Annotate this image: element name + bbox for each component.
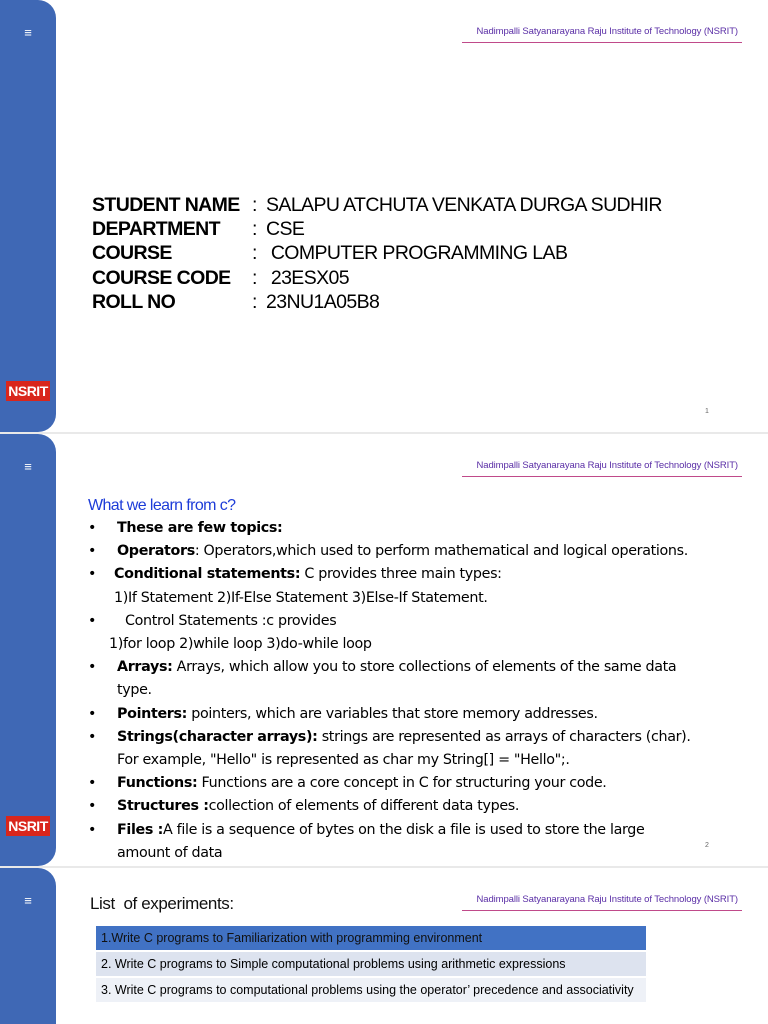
item-text: Control Statements :c provides — [125, 612, 337, 629]
item-term: Strings(character arrays): — [117, 728, 318, 745]
menu-icon[interactable]: ≡ — [24, 893, 32, 908]
info-row-course-code — [92, 266, 662, 290]
list-item — [88, 656, 764, 679]
info-colon: : — [252, 194, 257, 216]
table-row — [96, 977, 646, 1003]
item-text: Functions are a core concept in C for structuring your code. — [197, 775, 607, 792]
sidebar — [0, 0, 56, 432]
list-item — [88, 517, 764, 540]
item-term: Pointers: — [117, 705, 188, 722]
item-text: collection of elements of different data types. — [208, 798, 520, 815]
item-term: Files : — [117, 821, 164, 838]
list-continuation: 1)for loop 2)while loop 3)do-while loop — [109, 636, 372, 653]
item-term: These are few topics: — [117, 520, 283, 536]
item-term: Structures : — [117, 798, 209, 815]
institute-header: Nadimpalli Satyanarayana Raju Institute of Technology (NSRIT) — [476, 460, 738, 471]
info-row-roll-no — [92, 290, 662, 314]
menu-icon[interactable]: ≡ — [24, 25, 32, 40]
item-term: Arrays: — [117, 659, 173, 676]
list-item — [88, 795, 764, 818]
sidebar — [0, 868, 56, 1024]
institute-header: Nadimpalli Satyanarayana Raju Institute of Technology (NSRIT) — [476, 26, 738, 37]
table-cell: 2. Write C programs to Simple computational problems using arithmetic expressions — [96, 951, 646, 977]
bullet: • — [88, 566, 97, 583]
header-divider — [462, 910, 742, 911]
info-value: COMPUTER PROGRAMMING LAB — [266, 242, 568, 265]
menu-icon[interactable]: ≡ — [24, 459, 32, 474]
slide-2 — [0, 434, 768, 866]
item-term: Conditional statements: — [114, 566, 301, 583]
info-value: SALAPU ATCHUTA VENKATA DURGA SUDHIR — [266, 194, 662, 216]
item-text: C provides three main types: — [300, 566, 502, 583]
nsrit-logo: NSRIT — [6, 816, 50, 836]
info-label: COURSE CODE — [92, 266, 231, 289]
list-item — [88, 540, 764, 563]
institute-header: Nadimpalli Satyanarayana Raju Institute of Technology (NSRIT) — [476, 894, 738, 905]
student-info — [92, 193, 662, 314]
sidebar — [0, 434, 56, 866]
info-row-course — [92, 241, 662, 265]
info-label: DEPARTMENT — [92, 218, 220, 241]
info-colon: : — [252, 242, 257, 265]
info-label: COURSE — [92, 242, 172, 265]
list-continuation: type. — [117, 682, 152, 699]
slide-title: What we learn from c? — [88, 497, 236, 514]
list-item — [88, 819, 764, 842]
item-term: Functions: — [117, 775, 198, 792]
info-value: 23ESX05 — [266, 266, 350, 289]
slide-title: List of experiments: — [90, 894, 234, 913]
experiments-table — [96, 926, 646, 1004]
info-label: ROLL NO — [92, 290, 176, 313]
list-item — [88, 610, 764, 633]
list-item — [88, 772, 764, 795]
bullet: • — [88, 612, 97, 629]
item-text: Arrays, which allow you to store collections of elements of the same data — [172, 659, 677, 676]
item-term: Operators — [117, 543, 195, 560]
header-divider — [462, 42, 742, 43]
topic-list — [88, 517, 764, 865]
info-colon: : — [252, 290, 257, 313]
item-text: : Operators,which used to perform mathematical and logical operations. — [194, 543, 688, 560]
bullet: • — [88, 798, 97, 815]
slide-1 — [0, 0, 768, 432]
header-divider — [462, 476, 742, 477]
info-row-department — [92, 217, 662, 241]
bullet: • — [88, 520, 97, 536]
table-row — [96, 926, 646, 951]
table-row — [96, 951, 646, 977]
info-row-student-name — [92, 193, 662, 217]
info-value: CSE — [266, 218, 305, 241]
bullet: • — [88, 821, 97, 838]
table-cell: 1.Write C programs to Familiarization with programming environment — [96, 926, 646, 951]
list-continuation: For example, "Hello" is represented as char my String[] = "Hello";. — [117, 752, 570, 769]
page-number: 2 — [705, 842, 709, 849]
bullet: • — [88, 728, 97, 745]
nsrit-logo: NSRIT — [6, 381, 50, 401]
item-text: pointers, which are variables that store memory addresses. — [187, 705, 598, 722]
info-label: STUDENT NAME — [92, 194, 240, 216]
list-continuation: amount of data — [117, 844, 223, 861]
bullet: • — [88, 543, 97, 560]
list-item — [88, 563, 764, 586]
item-text: A file is a sequence of bytes on the disk a file is used to store the large — [163, 821, 645, 838]
list-item — [88, 703, 764, 726]
list-continuation: 1)If Statement 2)If-Else Statement 3)Else-If Statement. — [114, 589, 488, 606]
info-value: 23NU1A05B8 — [266, 290, 380, 313]
table-cell: 3. Write C programs to computational problems using the operator’ precedence and associativity — [96, 977, 646, 1003]
item-text: strings are represented as arrays of characters (char). — [317, 728, 691, 745]
bullet: • — [88, 775, 97, 792]
bullet: • — [88, 659, 97, 676]
page-number: 1 — [705, 408, 709, 415]
info-colon: : — [252, 266, 257, 289]
bullet: • — [88, 705, 97, 722]
list-item — [88, 726, 764, 749]
slide-3 — [0, 868, 768, 1024]
info-colon: : — [252, 218, 257, 241]
